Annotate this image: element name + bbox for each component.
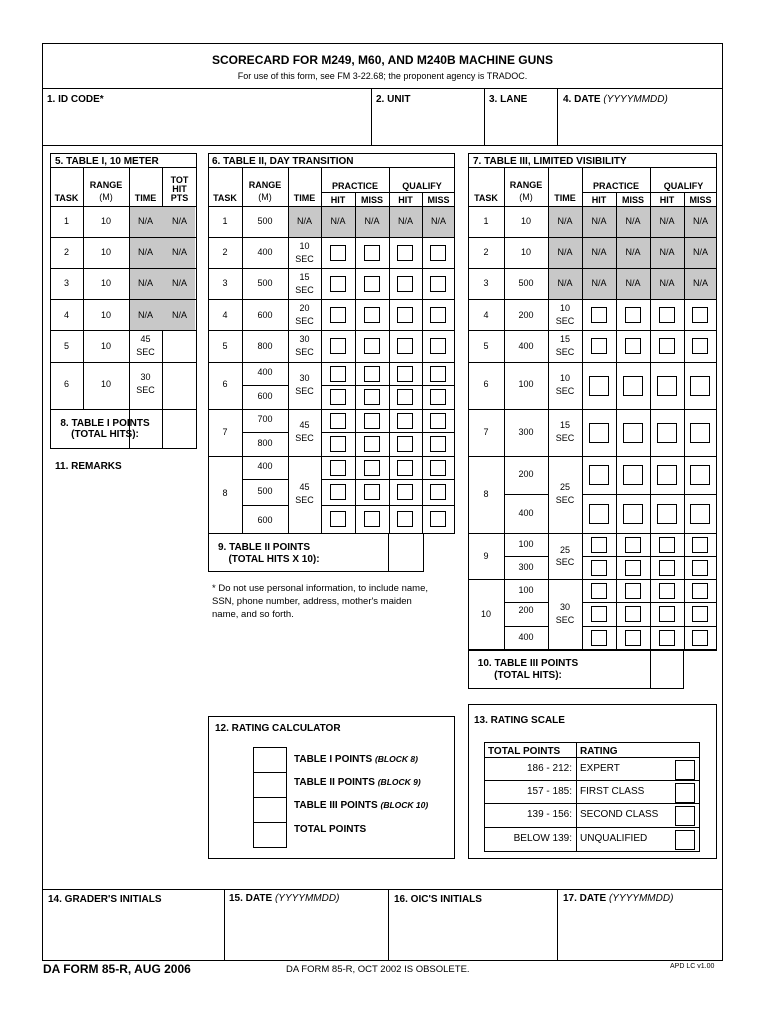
table-2-practice-miss-checkbox[interactable] <box>364 436 380 452</box>
table-2-qualify-miss-checkbox[interactable] <box>430 436 446 452</box>
table-2-practice-miss-checkbox[interactable] <box>364 366 380 382</box>
obsolete-note: DA FORM 85-R, OCT 2002 IS OBSOLETE. <box>286 964 470 975</box>
table-3-practice-miss-checkbox[interactable] <box>625 606 641 622</box>
table-3-qualify-miss-checkbox[interactable] <box>690 504 710 524</box>
table-2-practice-hit-checkbox[interactable] <box>330 276 346 292</box>
table-3-qualify-hit-checkbox[interactable] <box>659 630 675 646</box>
table-row: 3 <box>483 278 489 288</box>
table-3-qualify-hit-checkbox[interactable] <box>657 376 677 396</box>
table-row: 6 <box>63 379 69 389</box>
calc-label-table1: TABLE I POINTS (BLOCK 8) <box>294 754 418 765</box>
calc-label-table2: TABLE II POINTS (BLOCK 9) <box>294 777 421 788</box>
table-3-practice-hit-checkbox[interactable] <box>589 423 609 443</box>
date-17-field[interactable] <box>559 908 721 959</box>
table-1-points-label: 8. TABLE I POINTS <box>60 418 150 429</box>
table-2-qualify-miss-checkbox[interactable] <box>430 389 446 405</box>
table-2-qualify-hit-checkbox[interactable] <box>397 484 413 500</box>
table-2-qualify-miss-checkbox[interactable] <box>430 276 446 292</box>
remarks-field[interactable] <box>50 474 200 704</box>
expert-checkbox[interactable] <box>675 760 695 780</box>
form-number: DA FORM 85-R, AUG 2006 <box>43 962 191 976</box>
table-3-points-input[interactable] <box>651 650 683 688</box>
table-3-qualify-miss-checkbox[interactable] <box>692 560 708 576</box>
table-2-qualify-hit-checkbox[interactable] <box>397 366 413 382</box>
table-2-qualify-miss-checkbox[interactable] <box>430 484 446 500</box>
table-3-practice-hit-checkbox[interactable] <box>591 583 607 599</box>
table-2-practice-miss-checkbox[interactable] <box>364 245 380 261</box>
table-3-qualify-miss-checkbox[interactable] <box>690 423 710 443</box>
table-3-qualify-hit-checkbox[interactable] <box>659 338 675 354</box>
table-3-qualify-hit-checkbox[interactable] <box>657 423 677 443</box>
second-class-checkbox[interactable] <box>675 806 695 826</box>
table-3-qualify-hit-checkbox[interactable] <box>657 504 677 524</box>
table-2-qualify-miss-checkbox[interactable] <box>430 460 446 476</box>
lane-field[interactable] <box>486 106 555 143</box>
table-2-practice-miss-checkbox[interactable] <box>364 307 380 323</box>
table-3-practice-miss-checkbox[interactable] <box>625 537 641 553</box>
table-2-practice-hit-checkbox[interactable] <box>330 413 346 429</box>
table-2-qualify-miss-checkbox[interactable] <box>430 245 446 261</box>
unqualified-checkbox[interactable] <box>675 830 695 850</box>
id-code-label: 1. ID CODE* <box>47 94 104 105</box>
table-row: 5 <box>222 341 228 351</box>
id-code-field[interactable] <box>44 106 369 143</box>
table-2-qualify-miss-checkbox[interactable] <box>430 338 446 354</box>
table-row: 3 <box>222 278 228 288</box>
table-3-qualify-hit-checkbox[interactable] <box>659 583 675 599</box>
table-3-qualify-miss-checkbox[interactable] <box>692 606 708 622</box>
date-15-field[interactable] <box>226 908 386 959</box>
table-2-qualify-miss-checkbox[interactable] <box>430 413 446 429</box>
table-2-qualify-hit-checkbox[interactable] <box>397 460 413 476</box>
table-row: 2 <box>222 247 228 257</box>
privacy-note: * Do not use personal information, to include name, SSN, phone number, address, mother's maiden name, and so forth. <box>212 583 428 620</box>
grader-initials-field[interactable] <box>44 908 222 959</box>
table-3-practice-miss-checkbox[interactable] <box>625 338 641 354</box>
table-2-qualify-hit-checkbox[interactable] <box>397 338 413 354</box>
table-2-qualify-hit-checkbox[interactable] <box>397 511 413 527</box>
table-2-practice-hit-checkbox[interactable] <box>330 338 346 354</box>
table-1-hit-input[interactable] <box>163 363 196 408</box>
table-2-qualify-hit-checkbox[interactable] <box>397 245 413 261</box>
table-3-practice-miss-checkbox[interactable] <box>623 376 643 396</box>
table-row: 4 <box>483 310 489 320</box>
form-title: SCORECARD FOR M249, M60, AND M240B MACHINE GUNS <box>212 53 553 67</box>
table-1-title: 5. TABLE I, 10 METER <box>55 156 159 167</box>
rating-scale-title: 13. RATING SCALE <box>474 715 565 726</box>
oic-initials-label: 16. OIC'S INITIALS <box>394 894 482 905</box>
table-row: 8 <box>483 489 489 499</box>
table-2-practice-hit-checkbox[interactable] <box>330 307 346 323</box>
table-3-qualify-hit-checkbox[interactable] <box>657 465 677 485</box>
list-item: 157 - 185: <box>526 786 572 797</box>
list-item: 139 - 156: <box>526 809 572 820</box>
table-3-practice-hit-checkbox[interactable] <box>591 560 607 576</box>
table-2-qualify-hit-checkbox[interactable] <box>397 307 413 323</box>
table-3-qualify-miss-checkbox[interactable] <box>690 465 710 485</box>
table-row: 2 <box>483 247 489 257</box>
table-3-practice-hit-checkbox[interactable] <box>591 307 607 323</box>
table-2-title: 6. TABLE II, DAY TRANSITION <box>212 156 354 167</box>
table-row: 1 <box>222 216 228 226</box>
calc-label-total: TOTAL POINTS <box>294 824 367 835</box>
table-row: 3 <box>63 278 69 288</box>
table-row: 5 <box>483 341 489 351</box>
list-item: 186 - 212: <box>526 763 572 774</box>
table-1-points-input[interactable] <box>163 410 196 448</box>
calc-table3-input[interactable] <box>253 797 287 823</box>
table-row: 4 <box>63 310 69 320</box>
table-2-practice-miss-checkbox[interactable] <box>364 460 380 476</box>
calc-total-input[interactable] <box>253 822 287 848</box>
unit-label: 2. UNIT <box>376 94 411 105</box>
table-row: 9 <box>483 551 489 561</box>
table-row: 6 <box>483 379 489 389</box>
table-3-practice-miss-checkbox[interactable] <box>625 307 641 323</box>
table-2-practice-hit-checkbox[interactable] <box>330 436 346 452</box>
table-row: 1 <box>483 216 489 226</box>
calc-table2-input[interactable] <box>253 772 287 798</box>
list-item: BELOW 139: <box>513 833 572 844</box>
table-row: 4 <box>222 310 228 320</box>
table-3-qualify-miss-checkbox[interactable] <box>692 338 708 354</box>
table-3-practice-miss-checkbox[interactable] <box>623 423 643 443</box>
table-2-practice-hit-checkbox[interactable] <box>330 389 346 405</box>
table-row: 1 <box>63 216 69 226</box>
table-2-qualify-miss-checkbox[interactable] <box>430 307 446 323</box>
table-3-practice-hit-checkbox[interactable] <box>591 537 607 553</box>
remarks-label: 11. REMARKS <box>55 461 122 472</box>
table-3-title: 7. TABLE III, LIMITED VISIBILITY <box>473 156 627 167</box>
lane-label: 3. LANE <box>489 94 528 105</box>
table-row: 7 <box>222 427 228 437</box>
table-row: 8 <box>222 488 228 498</box>
table-3-practice-hit-checkbox[interactable] <box>589 504 609 524</box>
rating-calculator-title: 12. RATING CALCULATOR <box>215 723 341 734</box>
table-3-practice-miss-checkbox[interactable] <box>625 583 641 599</box>
table-2-qualify-miss-checkbox[interactable] <box>430 366 446 382</box>
table-row: 5 <box>63 341 69 351</box>
table-2-practice-hit-checkbox[interactable] <box>330 366 346 382</box>
table-3-qualify-miss-checkbox[interactable] <box>692 537 708 553</box>
table-3-practice-miss-checkbox[interactable] <box>623 465 643 485</box>
table-2-practice-miss-checkbox[interactable] <box>364 511 380 527</box>
date-label: 4. DATE (YYYYMMDD) <box>563 94 668 105</box>
version-label: APD LC v1.00 <box>670 963 715 970</box>
table-2-qualify-hit-checkbox[interactable] <box>397 436 413 452</box>
table-2-practice-miss-checkbox[interactable] <box>364 276 380 292</box>
table-row: 10 <box>480 609 491 619</box>
table-2-practice-hit-checkbox[interactable] <box>330 245 346 261</box>
table-1-hit-input[interactable] <box>163 331 196 361</box>
table-3-qualify-hit-checkbox[interactable] <box>659 537 675 553</box>
table-3-qualify-miss-checkbox[interactable] <box>692 630 708 646</box>
table-2-practice-hit-checkbox[interactable] <box>330 460 346 476</box>
table-2-practice-hit-checkbox[interactable] <box>330 484 346 500</box>
table-row: 7 <box>483 427 489 437</box>
table-3-qualify-hit-checkbox[interactable] <box>659 560 675 576</box>
table-3-qualify-hit-checkbox[interactable] <box>659 606 675 622</box>
table-3-qualify-miss-checkbox[interactable] <box>692 583 708 599</box>
table-3-practice-miss-checkbox[interactable] <box>625 630 641 646</box>
first-class-checkbox[interactable] <box>675 783 695 803</box>
grader-initials-label: 14. GRADER'S INITIALS <box>48 894 162 905</box>
table-2-practice-hit-checkbox[interactable] <box>330 511 346 527</box>
table-3-practice-hit-checkbox[interactable] <box>591 338 607 354</box>
date-field[interactable] <box>559 106 721 143</box>
table-2-practice-miss-checkbox[interactable] <box>364 338 380 354</box>
table-2-practice-miss-checkbox[interactable] <box>364 389 380 405</box>
table-3-practice-hit-checkbox[interactable] <box>591 606 607 622</box>
table-3-practice-hit-checkbox[interactable] <box>591 630 607 646</box>
table-3-qualify-miss-checkbox[interactable] <box>692 307 708 323</box>
table-2-practice-miss-checkbox[interactable] <box>364 413 380 429</box>
table-3-practice-hit-checkbox[interactable] <box>589 376 609 396</box>
table-2-qualify-hit-checkbox[interactable] <box>397 389 413 405</box>
table-2-qualify-hit-checkbox[interactable] <box>397 276 413 292</box>
table-3-practice-miss-checkbox[interactable] <box>623 504 643 524</box>
table-2-points-label: 9. TABLE II POINTS <box>217 542 311 553</box>
table-2-points-input[interactable] <box>389 534 423 571</box>
calc-table1-input[interactable] <box>253 747 287 773</box>
date-15-label: 15. DATE (YYYYMMDD) <box>229 893 340 904</box>
table-3-points-label: 10. TABLE III POINTS <box>477 658 579 669</box>
table-row: 2 <box>63 247 69 257</box>
unit-field[interactable] <box>373 106 482 143</box>
table-2-qualify-miss-checkbox[interactable] <box>430 511 446 527</box>
form-subtitle: For use of this form, see FM 3-22.68; the proponent agency is TRADOC. <box>237 71 528 81</box>
table-3-practice-miss-checkbox[interactable] <box>625 560 641 576</box>
table-3-qualify-miss-checkbox[interactable] <box>690 376 710 396</box>
date-17-label: 17. DATE (YYYYMMDD) <box>563 893 674 904</box>
table-row: 6 <box>222 379 228 389</box>
table-2-qualify-hit-checkbox[interactable] <box>397 413 413 429</box>
table-3-qualify-hit-checkbox[interactable] <box>659 307 675 323</box>
calc-label-table3: TABLE III POINTS (BLOCK 10) <box>294 800 429 811</box>
table-3-practice-hit-checkbox[interactable] <box>589 465 609 485</box>
table-2-practice-miss-checkbox[interactable] <box>364 484 380 500</box>
oic-initials-field[interactable] <box>390 908 555 959</box>
